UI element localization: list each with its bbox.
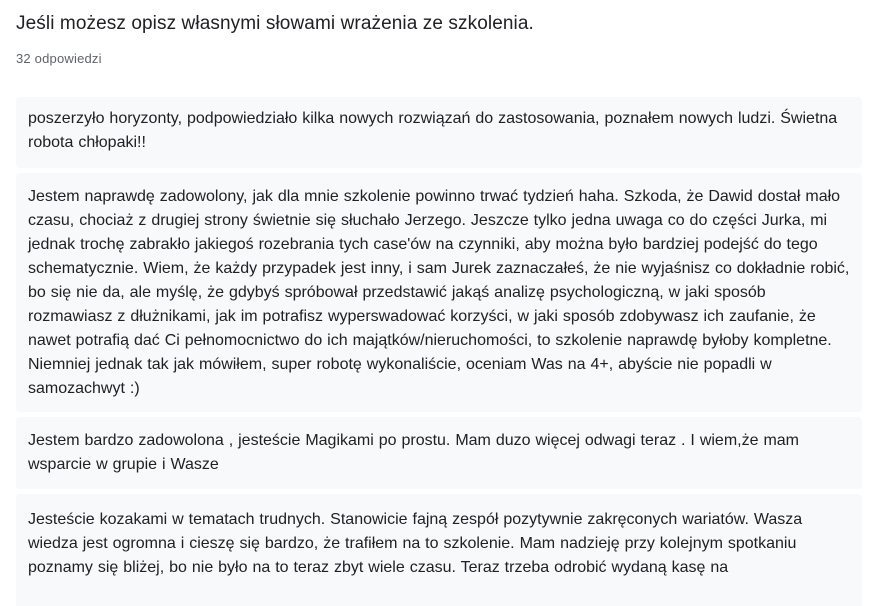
response-list [16, 97, 862, 606]
response-item: Jestem bardzo zadowolona , jesteście Magikami po prostu. Mam duzo więcej odwagi teraz . I wiem,że mam wsparcie w grupie i Wasze [16, 417, 862, 489]
response-count: 32 odpowiedzi [16, 51, 102, 66]
question-title: Jeśli możesz opisz własnymi słowami wrażenia ze szkolenia. [16, 13, 534, 34]
response-item: Jestem naprawdę zadowolony, jak dla mnie szkolenie powinno trwać tydzień haha. Szkoda, że Dawid dostał mało czasu, chociaż z drugiej strony świetnie się słuchało Jerzego. Jeszcze tylko jedna uwaga co do części Jurka, mi jednak trochę zabrakło jakiegoś rozebrania tych case'ów na czynniki, aby można było bardziej podejść do tego schematycznie. Wiem, że każdy przypadek jest inny, i sam Jurek zaznaczałeś, że nie wyjaśnisz co dokładnie robić, bo się nie da, ale myślę, że gdybyś spróbował przedstawić jakąś analizę psychologiczną, w jaki sposób rozmawiasz z dłużnikami, jak im potrafisz wyperswadować korzyści, w jaki sposób zdobywasz ich zaufanie, że nawet potrafią dać Ci pełnomocnictwo do ich majątków/nieruchomości, to szkolenie naprawdę byłoby kompletne. Niemniej jednak tak jak mówiłem, super robotę wykonaliście, oceniam Was na 4+, abyście nie popadli w samozachwyt :) [16, 173, 862, 412]
response-item: Jesteście kozakami w tematach trudnych. Stanowicie fajną zespół pozytywnie zakręconych wariatów. Wasza wiedza jest ogromna i cieszę się bardzo, że trafiłem na to szkolenie. Mam nadzieję przy kolejnym spotkaniu poznamy się bliżej, bo nie było na to teraz zbyt wiele czasu. Teraz trzeba odrobić wydaną kasę na [16, 494, 862, 606]
response-item: poszerzyło horyzonty, podpowiedziało kilka nowych rozwiązań do zastosowania, poznałem nowych ludzi. Świetna robota chłopaki!! [16, 97, 862, 168]
